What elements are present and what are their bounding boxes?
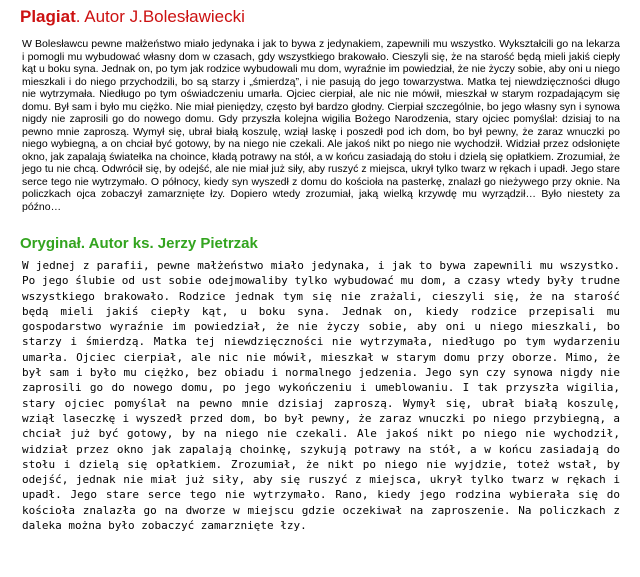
original-heading: Oryginał. Autor ks. Jerzy Pietrzak [20,235,258,252]
plagiat-heading [20,6,245,28]
plagiat-text: W Bolesławcu pewne małżeństwo miało jedynaka i jak to bywa z jedynakiem, zapewnili mu wszystko. Wykształcili go na lekarza i pomogli mu wybudować własny dom w czasach, gdy wszystkiego brakowało. Cieszyli się, że na starość będą mieli jakiś ciepły kąt u boku syna. Jednak on, po tym jak rodzice wybudowali mu dom, wyraźnie im powiedział, że nie życzy sobie, aby oni u niego mieszkali i do niego przychodzili, bo są starzy i „śmierdzą”, i nie pasują do jego towarzystwa. Matka tej niewdzięczności długo nie wytrzymała. Niedługo po tym oświadczeniu umarła. Ojciec cierpiał, ale nic nie mówił, mieszkał w starym rozpadającym się domu. Był sam i było mu ciężko. Nie miał pieniędzy, często był bardzo głodny. Cierpiał szczególnie, bo jego własny syn i synowa nigdy nie zaprosili go do nowego domu. Gdy przyszła kolejna wigilia Bożego Narodzenia, stary ojciec pomyślał: dzisiaj to na pewno mnie zaproszą. Wymył się, ubrał białą koszulę, wziął laskę i poszedł pod ich dom, bo był pewny, że zaraz wnuczki po niego wybiegną, a on chciał być gotowy, by na niego nie czekali. Ale jakoś nikt po niego nie wychodził. Widział przez odsłonięte okno, jak zapalają światełka na choince, kładą potrawy na stół, a w końcu zasiadają do stołu i dzielą się opłatkiem. Zrozumiał, że jego tu nie chcą. Odwrócił się, by odejść, ale nie miał już siły, aby ruszyć z miejsca, ukrył tylko twarz w rękach i upadł. Jego stare serce tego nie wytrzymało. O północy, kiedy syn wyszedł z domu do kościoła na pasterkę, znalazł go nieżywego przy oknie. Na policzkach ojca zobaczył zamarznięte łzy. Dopiero wtedy zrozumiał, jaką wielką krzywdę mu wyrządził… Było niestety za późno… [22,38,620,213]
plagiat-heading-author: . Autor J.Bolesławiecki [75,7,245,26]
plagiat-heading-label: Plagiat [20,7,76,26]
original-text: W jednej z parafii, pewne małżeństwo miało jedynaka, i jak to bywa zapewnili mu wszystko. Po jego ślubie od ust sobie odejmowaliby tylko wybudować mu dom, a czasy wtedy były trudne wszystkiego brakowało. Rodzice jednak tym się nie zrażali, cieszyli się, że na starość będą mieli jakiś ciepły kąt, u boku syna. Jednak on, kiedy rodzice przepisali mu gospodarstwo wyraźnie im powiedział, że nie życzy sobie, aby oni u niego mieszkali, bo starzy i śmierdzą. Matka tej niewdzięczności nie wytrzymała, niedługo po tym wydarzeniu umarła. Ojciec cierpiał, ale nic nie mówił, mieszkał w starym domu przy oborze. Mimo, że był sam i było mu ciężko, bez obiadu i normalnego jedzenia. Jego syn czy synowa nigdy nie zaprosili go do nowego domu, po jego wykończeniu i umeblowaniu. I tak przyszła wigilia, stary ojciec pomyślał na pewno mnie dzisiaj zaproszą. Wymył się, ubrał białą koszulę, wziął laseczkę i wyszedł przed dom, bo był pewny, że zaraz wnuczki po niego przybiegną, a chciał już być gotowy, by na niego nie czekali. Ale jakoś nikt po niego nie wychodził, widział przez okno jak zapalają choinkę, szykują potrawy na stół, a w końcu zasiadają do stołu i dzielą się opłatkiem. Zrozumiał, że nikt po niego nie wyjdzie, toteż wstał, by odejść, jednak nie miał już siły, aby się ruszyć z miejsca, ukrył tylko twarz w rękach i upadł. Jego stare serce tego nie wytrzymało. Rano, kiedy jego rodzina wybierała się do kościoła znalazła go na dworze w miejscu gdzie oczekiwał na zaproszenie. Na policzkach z daleka można było zobaczyć zamarznięte łzy. [22,259,620,533]
